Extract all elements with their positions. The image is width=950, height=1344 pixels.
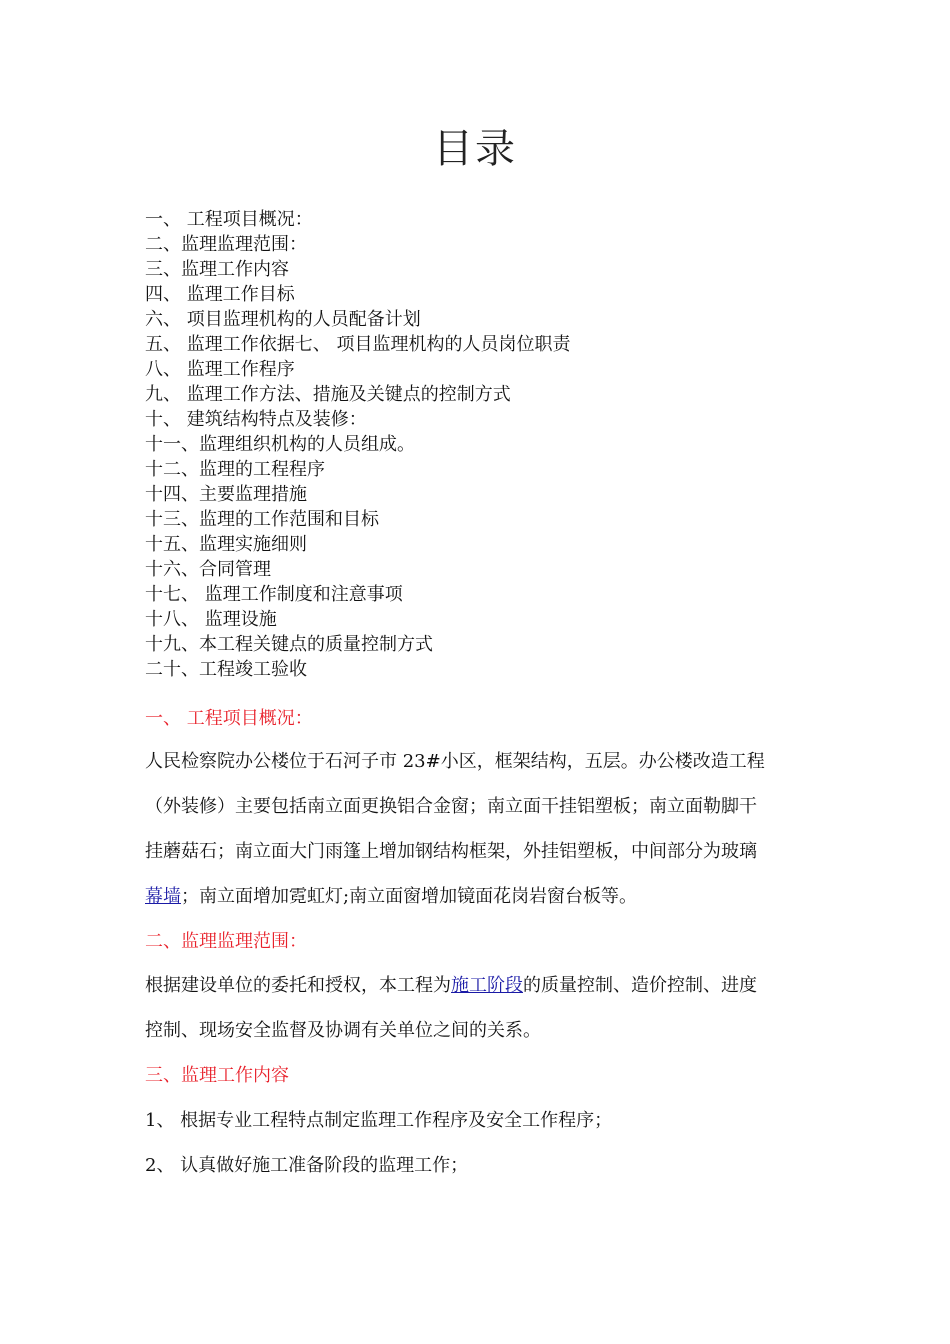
page-title: 目录 — [433, 126, 517, 172]
toc-item[interactable]: 六、 项目监理机构的人员配备计划 — [145, 309, 421, 330]
work-content-item: 2、 认真做好施工准备阶段的监理工作； — [145, 1155, 469, 1176]
curtain-wall-link[interactable]: 幕墙 — [145, 886, 181, 907]
toc-item[interactable]: 十一、监理组织机构的人员组成。 — [145, 434, 415, 455]
toc-item[interactable]: 十八、 监理设施 — [145, 609, 277, 630]
toc-item[interactable]: 九、 监理工作方法、措施及关键点的控制方式 — [145, 384, 511, 405]
toc-item[interactable]: 三、监理工作内容 — [145, 259, 289, 280]
supervision-scope-paragraph — [145, 963, 805, 1053]
toc-item[interactable]: 十七、 监理工作制度和注意事项 — [145, 584, 403, 605]
section-heading-supervision-scope: 二、监理监理范围： — [145, 931, 307, 952]
toc-item[interactable]: 十六、合同管理 — [145, 559, 271, 580]
toc-item[interactable]: 四、 监理工作目标 — [145, 284, 295, 305]
paragraph-line — [145, 874, 805, 919]
toc-item[interactable]: 二十、工程竣工验收 — [145, 659, 307, 680]
work-content-item: 1、 根据专业工程特点制定监理工作程序及安全工作程序； — [145, 1110, 613, 1131]
toc-item[interactable]: 十九、本工程关键点的质量控制方式 — [145, 634, 433, 655]
toc-item[interactable]: 十二、监理的工程程序 — [145, 459, 325, 480]
paragraph-text: ；南立面增加霓虹灯;南立面窗增加镜面花岗岩窗台板等。 — [181, 886, 638, 907]
toc-item[interactable]: 十五、监理实施细则 — [145, 534, 307, 555]
toc-item[interactable]: 十三、监理的工作范围和目标 — [145, 509, 379, 530]
toc-item[interactable]: 十、 建筑结构特点及装修： — [145, 409, 367, 430]
toc-item[interactable]: 一、 工程项目概况： — [145, 209, 313, 230]
paragraph-line: （外装修）主要包括南立面更换铝合金窗；南立面干挂铝塑板；南立面勒脚干 — [145, 796, 757, 817]
paragraph-line: 控制、现场安全监督及协调有关单位之间的关系。 — [145, 1020, 541, 1041]
toc-item[interactable]: 二、监理监理范围： — [145, 234, 307, 255]
toc-item[interactable]: 八、 监理工作程序 — [145, 359, 295, 380]
construction-phase-link[interactable]: 施工阶段 — [451, 975, 523, 996]
table-of-contents — [145, 207, 825, 682]
toc-item[interactable]: 十四、主要监理措施 — [145, 484, 307, 505]
project-overview-paragraph — [145, 739, 805, 919]
paragraph-line: 挂蘑菇石；南立面大门雨篷上增加钢结构框架，外挂铝塑板，中间部分为玻璃 — [145, 841, 757, 862]
paragraph-line: 人民检察院办公楼位于石河子市 23#小区，框架结构，五层。办公楼改造工程 — [145, 751, 765, 772]
paragraph-text: 根据建设单位的委托和授权，本工程为 — [145, 975, 451, 996]
paragraph-line — [145, 963, 805, 1008]
section-heading-work-content: 三、监理工作内容 — [145, 1065, 289, 1086]
section-heading-project-overview: 一、 工程项目概况： — [145, 708, 313, 729]
toc-item[interactable]: 五、 监理工作依据七、 项目监理机构的人员岗位职责 — [145, 334, 571, 355]
paragraph-text: 的质量控制、造价控制、进度 — [523, 975, 757, 996]
